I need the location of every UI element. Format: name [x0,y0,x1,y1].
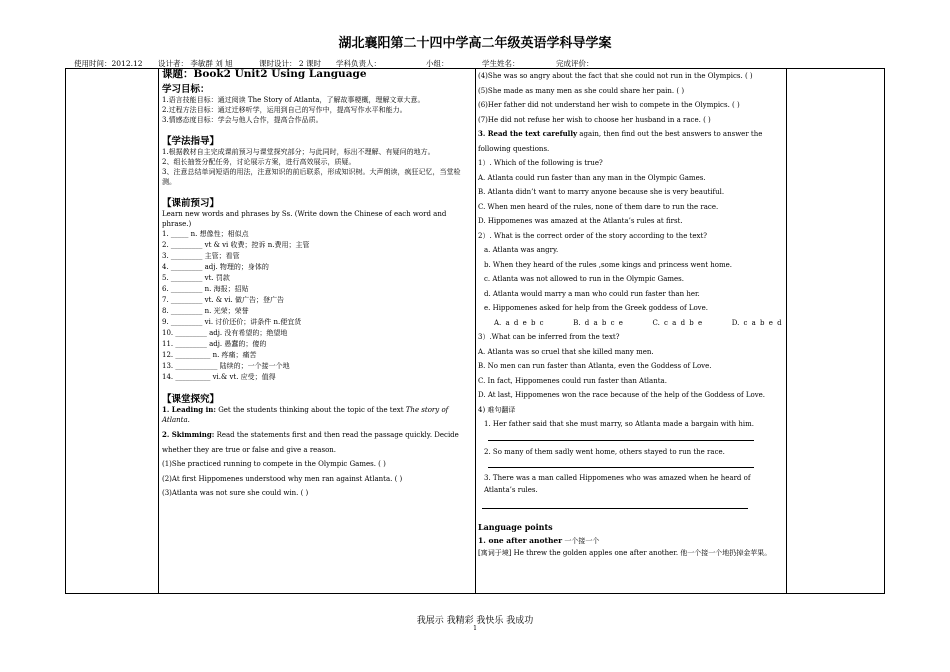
answer-line[interactable] [482,500,748,509]
tf-item: (1)She practiced running to compete in the Olympic Games. ( ) [162,460,386,468]
question-1: 1）. Which of the following is true? [478,159,603,167]
vocab-item: 9. _________ vi. 讨价还价；讲条件 n.便宜货 [162,318,302,326]
tf-item: (6)Her father did not understand her wish to compete in the Olympics. ( ) [478,101,740,109]
preview-intro: Learn new words and phrases by Ss. (Write down the Chinese of each word and phrase.) [162,210,447,228]
read-text: again, then find out the best answers to answer the following questions. [478,130,763,153]
order-item: c. Atlanta was not allowed to run in the Olympic Games. [484,275,684,283]
option: C. When men heard of the rules, none of them dare to run the race. [478,202,719,211]
order-item: a. Atlanta was angry. [484,246,559,254]
choice: D. c a b e d [731,318,782,327]
divider-left [158,69,159,593]
translation-sentence: 2. So many of them sadly went home, others stayed to run the race. [484,447,725,456]
translation-sentence: 1. Her father said that she must marry, so Atlanta made a bargain with him. [484,420,754,428]
tf-item: (5)She made as many men as she could share her pain. ( ) [478,86,685,95]
page-number: 1 [473,625,477,632]
order-choices [478,316,784,331]
option: D. At last, Hippomenes won the race because of the help of the Goddess of Love. [478,391,766,399]
question-2: 2）. What is the correct order of the story according to the text? [478,231,708,240]
vocab-item: 7. _________ vt. & vi. 做广告；登广告 [162,296,284,304]
vocab-item: 14. __________ vi.& vt. 应受；值得 [162,373,276,381]
content-table [65,68,885,594]
method-heading: 【学法指导】 [162,136,220,147]
leading-label: 1. Leading in: [162,405,216,414]
language-points-heading: Language points [478,522,553,532]
phrase-meaning: 一个接一个 [562,537,600,545]
goals-heading: 学习目标： [162,84,210,95]
order-item: b. When they heard of the rules ,some kings and princess went home. [484,260,732,269]
order-item: d. Atlanta would marry a man who could run faster than her. [484,289,700,298]
skimming [162,428,470,457]
vocab-item: 12. __________ n. 疼痛；痛苦 [162,351,257,359]
question-3: 3）.What can be inferred from the text? [478,333,620,341]
divider-right [786,69,787,593]
leading-italic: The story of Atlanta [162,406,449,424]
page-title: 湖北襄阳第二十四中学高二年级英语学科导学案 [338,36,612,51]
vocab-item: 3. _________ 主管；看管 [162,252,240,260]
footer-slogan: 我展示 我精彩 我快乐 我成功 [416,616,534,626]
phrase-example: [寓词于境] He threw the golden apples one after another. 他一个接一个地扔掉金苹果。 [478,549,772,557]
divider-middle [475,69,476,593]
vocab-item: 1. _____ n. 想像性；相似点 [162,230,249,238]
answer-line[interactable] [488,432,754,441]
option: A. Atlanta was so cruel that she killed many men. [478,347,654,356]
meta-evaluation: 完成评价： [556,59,594,68]
answer-line[interactable] [488,459,754,468]
vocab-item: 5. _________ vt. 罚款 [162,274,230,282]
leading-text: Get the students thinking about the topic of the text [215,406,406,414]
meta-periods: 课时设计： 2 课时 [259,59,322,68]
order-item: e. Hippomenes asked for help from the Greek goddess of Love. [484,304,709,312]
tf-item: (7)He did not refuse her wish to choose her husband in a race. ( ) [478,115,711,124]
vocab-item: 6. _________ n. 海报；招贴 [162,285,249,293]
preview-heading: 【课前预习】 [162,198,220,209]
choice: C. c a d b e [652,318,703,327]
vocab-item: 8. _________ n. 光荣；荣誉 [162,307,249,315]
lesson-title: 课题：Book2 Unit2 Using Language [162,68,367,80]
leading-in [162,405,470,425]
tf-item: (3)Atlanta was not sure she could win. ( ) [162,489,309,497]
vocab-item: 2. _________ vt & vi 收费；控诉 n.费用；主管 [162,241,310,249]
vocab-item: 11. _________ adj. 愚蠢的；傻的 [162,340,267,348]
skimming-text: Read the statements first and then read the passage quickly. Decide whether they are true or false and give a reason. [162,431,459,454]
question-4: 4) 难句翻译 [478,405,516,414]
read-carefully [478,127,784,156]
leading-end: . [187,416,190,424]
phrase: 1. one after another [478,536,563,545]
option: D. Hippomenes was amazed at the Atlanta’s rules at first. [478,217,683,225]
vocab-list [162,229,470,383]
read-label: 3. Read the text carefully [478,129,578,138]
goal-item: 1.语言技能目标：通过阅读 The Story of Atlanta，了解故事梗概，理解文章大意。 [162,96,425,104]
option: B. Atlanta didn’t want to marry anyone because she is very beautiful. [478,188,725,196]
translation-sentence: 3. There was a man called Hippomenes who was amazed when he heard of Atlanta’s rules. [484,474,751,494]
explore-section [162,405,470,501]
option: B. No men can run faster than Atlanta, even the Goddess of Love. [478,362,712,370]
meta-group: 小组： [426,59,449,68]
method-item: 2、组长抽签分配任务，讨论展示方案，进行高效展示，质疑。 [162,158,356,166]
meta-student: 学生姓名： [482,59,520,68]
option: A. Atlanta could run faster than any man in the Olympic Games. [478,173,706,182]
tf-item: (2)At first Hippomenes understood why men ran against Atlanta. ( ) [162,474,403,483]
goal-item: 2.过程方法目标：通过迁移听学，运用到自己的写作中，提高写作水平和能力。 [162,106,407,114]
right-column [478,69,784,558]
choice: A. a d e b c [494,318,544,327]
meta-date: 使用时间：2012.12 [74,59,143,68]
left-column [162,69,470,501]
tf-item: (4)She was so angry about the fact that she could not run in the Olympics. ( ) [478,72,753,80]
vocab-item: 13. ____________ 陆续的；一个接一个地 [162,362,290,370]
explore-heading: 【课堂探究】 [162,394,220,405]
meta-designers: 设计者： 李敏群 刘 旭 [158,59,233,68]
meta-responsible: 学科负责人： [336,59,381,68]
vocab-item: 10. _________ adj. 没有希望的；绝望地 [162,329,288,337]
method-item: 3、注意总结单词短语的用法，注意知识的前后联系，形成知识树。大声朗读，疯狂记忆，当堂检测。 [162,168,461,186]
skimming-label: 2. Skimming: [162,430,215,439]
option: C. In fact, Hippomenes could run faster than Atlanta. [478,376,667,385]
method-item: 1.根据教材自主完成课前预习与课堂探究部分；与此同时，标出不理解、有疑问的地方。 [162,148,435,156]
vocab-item: 4. _________ adj. 物理的；身体的 [162,263,269,271]
goal-item: 3.情感态度目标：学会与他人合作，提高合作品质。 [162,116,323,124]
choice: B. d a b c e [573,318,623,327]
